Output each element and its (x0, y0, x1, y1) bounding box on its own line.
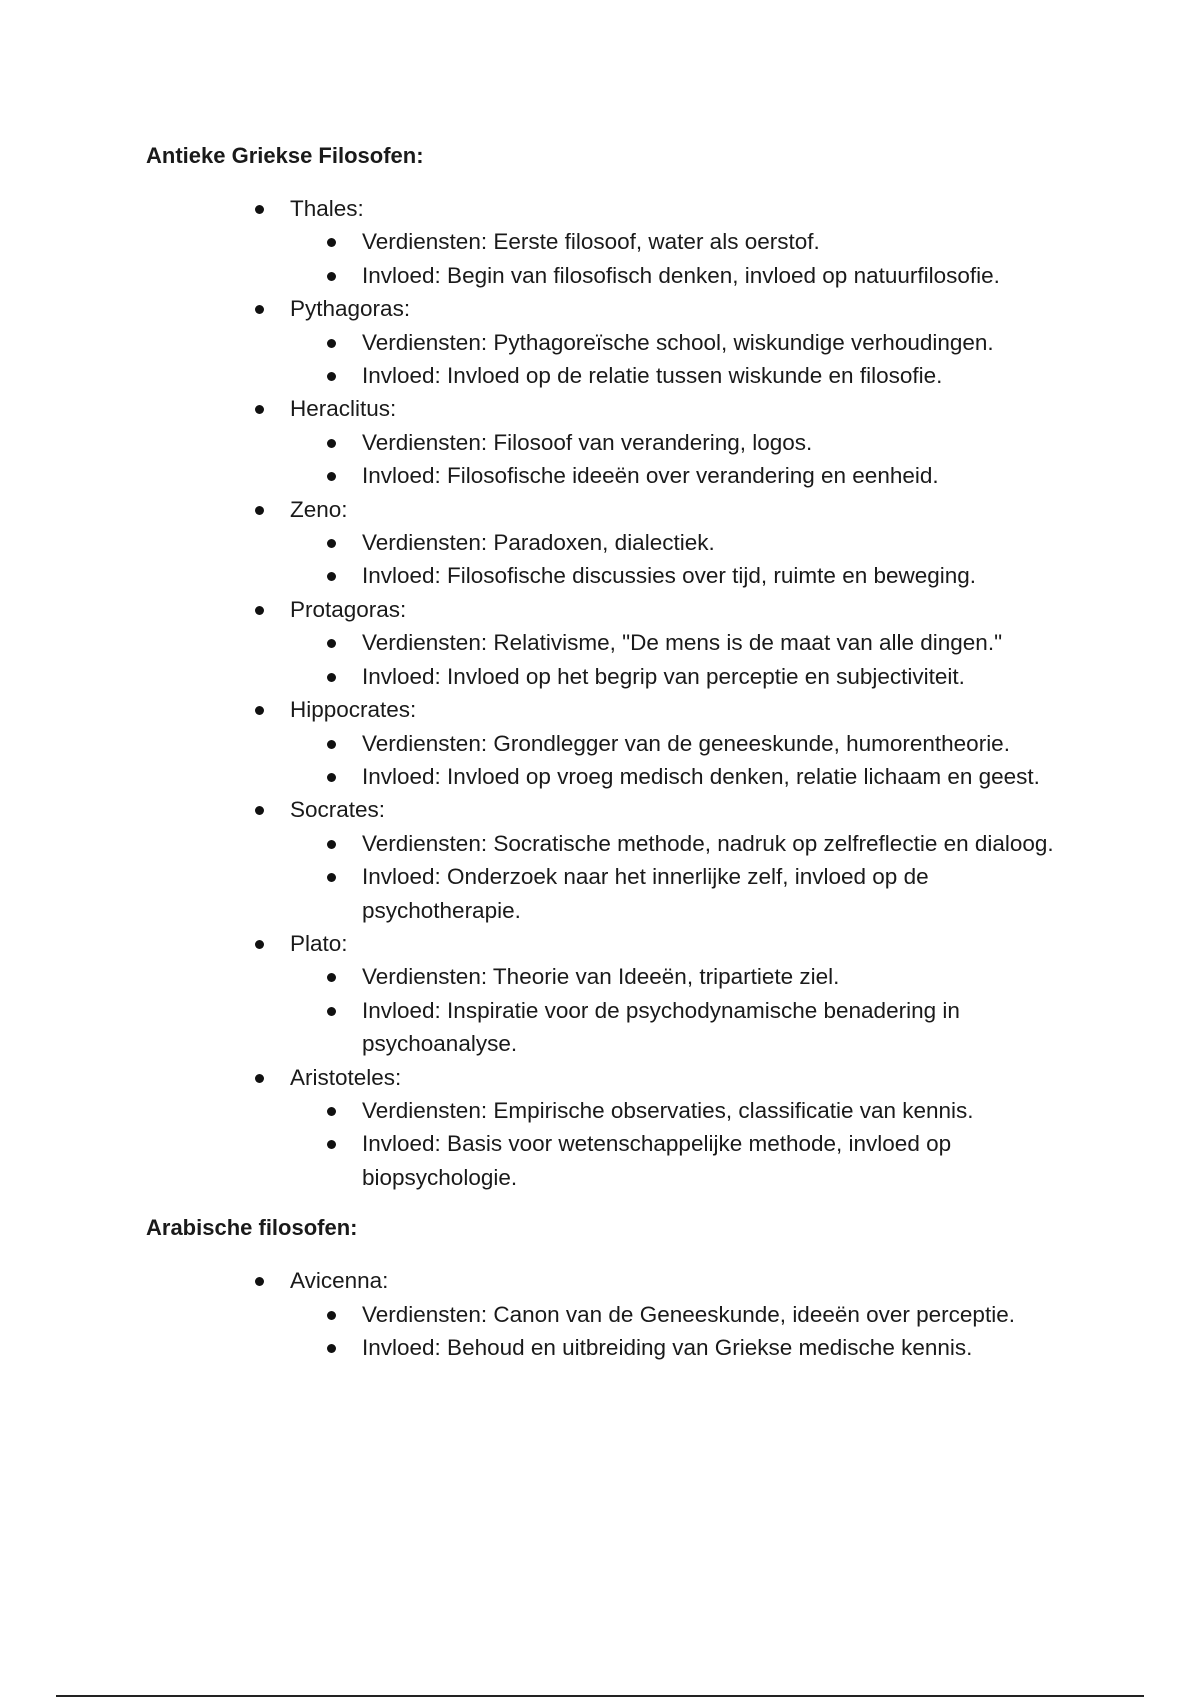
detail-item (362, 1331, 1066, 1364)
detail-text: Verdiensten: Relativisme, "De mens is de maat van alle dingen." (362, 630, 1003, 656)
philosopher-item-plato (290, 927, 1066, 1061)
bullet-icon (327, 539, 336, 548)
detail-list (290, 626, 1066, 693)
detail-text: Verdiensten: Pythagoreïsche school, wiskundige verhoudingen. (362, 329, 994, 355)
bullet-icon (327, 773, 336, 782)
detail-text: Verdiensten: Eerste filosoof, water als oerstof. (362, 229, 820, 255)
detail-list (290, 1094, 1066, 1194)
detail-item (362, 459, 1066, 492)
bullet-icon (255, 940, 264, 949)
detail-item (362, 660, 1066, 693)
philosopher-name: Pythagoras: (290, 296, 411, 322)
philosopher-item-heraclitus (290, 392, 1066, 492)
bullet-icon (327, 673, 336, 682)
detail-item (362, 626, 1066, 659)
detail-item (362, 1094, 1066, 1127)
detail-list (290, 960, 1066, 1060)
detail-text: Invloed: Invloed op het begrip van perceptie en subjectiviteit. (362, 663, 965, 689)
detail-text: Invloed: Invloed op de relatie tussen wiskunde en filosofie. (362, 363, 943, 389)
section-arabic-philosophers (146, 1212, 1066, 1364)
philosopher-item-protagoras (290, 593, 1066, 693)
bullet-icon (327, 272, 336, 281)
philosopher-list (146, 192, 1066, 1194)
philosopher-item-hippocrates (290, 693, 1066, 793)
philosopher-name: Avicenna: (290, 1268, 389, 1294)
detail-item (362, 860, 1066, 927)
bullet-icon (255, 1074, 264, 1083)
detail-list (290, 526, 1066, 593)
philosopher-name: Zeno: (290, 496, 348, 522)
detail-text: Verdiensten: Canon van de Geneeskunde, ideeën over perceptie. (362, 1301, 1015, 1327)
detail-text: Verdiensten: Theorie van Ideeën, tripartiete ziel. (362, 964, 840, 990)
philosopher-item-zeno (290, 493, 1066, 593)
detail-text: Invloed: Filosofische discussies over tijd, ruimte en beweging. (362, 563, 977, 589)
detail-item (362, 760, 1066, 793)
philosopher-name: Socrates: (290, 797, 386, 823)
bullet-icon (327, 372, 336, 381)
bullet-icon (327, 238, 336, 247)
philosopher-name: Heraclitus: (290, 396, 397, 422)
detail-item (362, 259, 1066, 292)
bullet-icon (255, 806, 264, 815)
bullet-icon (327, 472, 336, 481)
detail-item (362, 1298, 1066, 1331)
bullet-icon (255, 1277, 264, 1286)
bullet-icon (327, 840, 336, 849)
philosopher-item-avicenna (290, 1264, 1066, 1364)
detail-list (290, 727, 1066, 794)
detail-list (290, 225, 1066, 292)
bullet-icon (327, 1007, 336, 1016)
bullet-icon (327, 339, 336, 348)
bullet-icon (255, 506, 264, 515)
detail-list (290, 827, 1066, 927)
bullet-icon (255, 405, 264, 414)
philosopher-name: Thales: (290, 196, 364, 221)
detail-text: Verdiensten: Socratische methode, nadruk op zelfreflectie en dialoog. (362, 830, 1054, 856)
bullet-icon (327, 639, 336, 648)
philosopher-item-pythagoras (290, 292, 1066, 392)
philosopher-item-thales (290, 192, 1066, 292)
philosopher-name: Aristoteles: (290, 1064, 402, 1090)
bullet-icon (327, 572, 336, 581)
bullet-icon (327, 973, 336, 982)
detail-item (362, 426, 1066, 459)
bullet-icon (255, 706, 264, 715)
section-greek-philosophers (146, 140, 1066, 1194)
detail-text: Verdiensten: Paradoxen, dialectiek. (362, 530, 715, 556)
philosopher-item-socrates (290, 793, 1066, 927)
detail-text: Invloed: Behoud en uitbreiding van Griekse medische kennis. (362, 1335, 973, 1360)
detail-item (362, 359, 1066, 392)
detail-list (290, 1298, 1066, 1365)
bullet-icon (327, 1344, 336, 1353)
detail-text: Verdiensten: Grondlegger van de geneeskunde, humorentheorie. (362, 730, 1010, 756)
bullet-icon (327, 1140, 336, 1149)
section-heading: Arabische filosofen: (146, 1215, 358, 1241)
detail-item (362, 225, 1066, 258)
bullet-icon (255, 205, 264, 214)
detail-item (362, 559, 1066, 592)
philosopher-list (146, 1264, 1066, 1364)
detail-text: Verdiensten: Empirische observaties, classificatie van kennis. (362, 1097, 974, 1123)
detail-text: Invloed: Basis voor wetenschappelijke methode, invloed op biopsychologie. (362, 1131, 952, 1190)
bullet-icon (255, 305, 264, 314)
philosopher-name: Protagoras: (290, 596, 407, 622)
detail-list (290, 426, 1066, 493)
document-content (146, 140, 1066, 1364)
bullet-icon (327, 1311, 336, 1320)
detail-item (362, 526, 1066, 559)
detail-list (290, 326, 1066, 393)
bullet-icon (255, 606, 264, 615)
detail-text: Invloed: Begin van filosofisch denken, invloed op natuurfilosofie. (362, 262, 1000, 288)
bullet-icon (327, 740, 336, 749)
detail-text: Invloed: Filosofische ideeën over verandering en eenheid. (362, 463, 939, 489)
detail-item (362, 994, 1066, 1061)
detail-item (362, 1127, 1066, 1194)
detail-text: Invloed: Inspiratie voor de psychodynamische benadering in psychoanalyse. (362, 997, 960, 1057)
detail-item (362, 960, 1066, 993)
detail-item (362, 727, 1066, 760)
page-bottom-rule (56, 1695, 1144, 1697)
bullet-icon (327, 439, 336, 448)
detail-text: Invloed: Invloed op vroeg medisch denken, relatie lichaam en geest. (362, 763, 1040, 789)
detail-text: Verdiensten: Filosoof van verandering, logos. (362, 429, 813, 455)
philosopher-name: Hippocrates: (290, 697, 417, 723)
bullet-icon (327, 1107, 336, 1116)
bullet-icon (327, 873, 336, 882)
section-heading: Antieke Griekse Filosofen: (146, 143, 424, 168)
philosopher-item-aristoteles (290, 1061, 1066, 1195)
detail-text: Invloed: Onderzoek naar het innerlijke zelf, invloed op de psychotherapie. (362, 864, 929, 923)
philosopher-name: Plato: (290, 930, 348, 956)
detail-item (362, 827, 1066, 860)
detail-item (362, 326, 1066, 359)
